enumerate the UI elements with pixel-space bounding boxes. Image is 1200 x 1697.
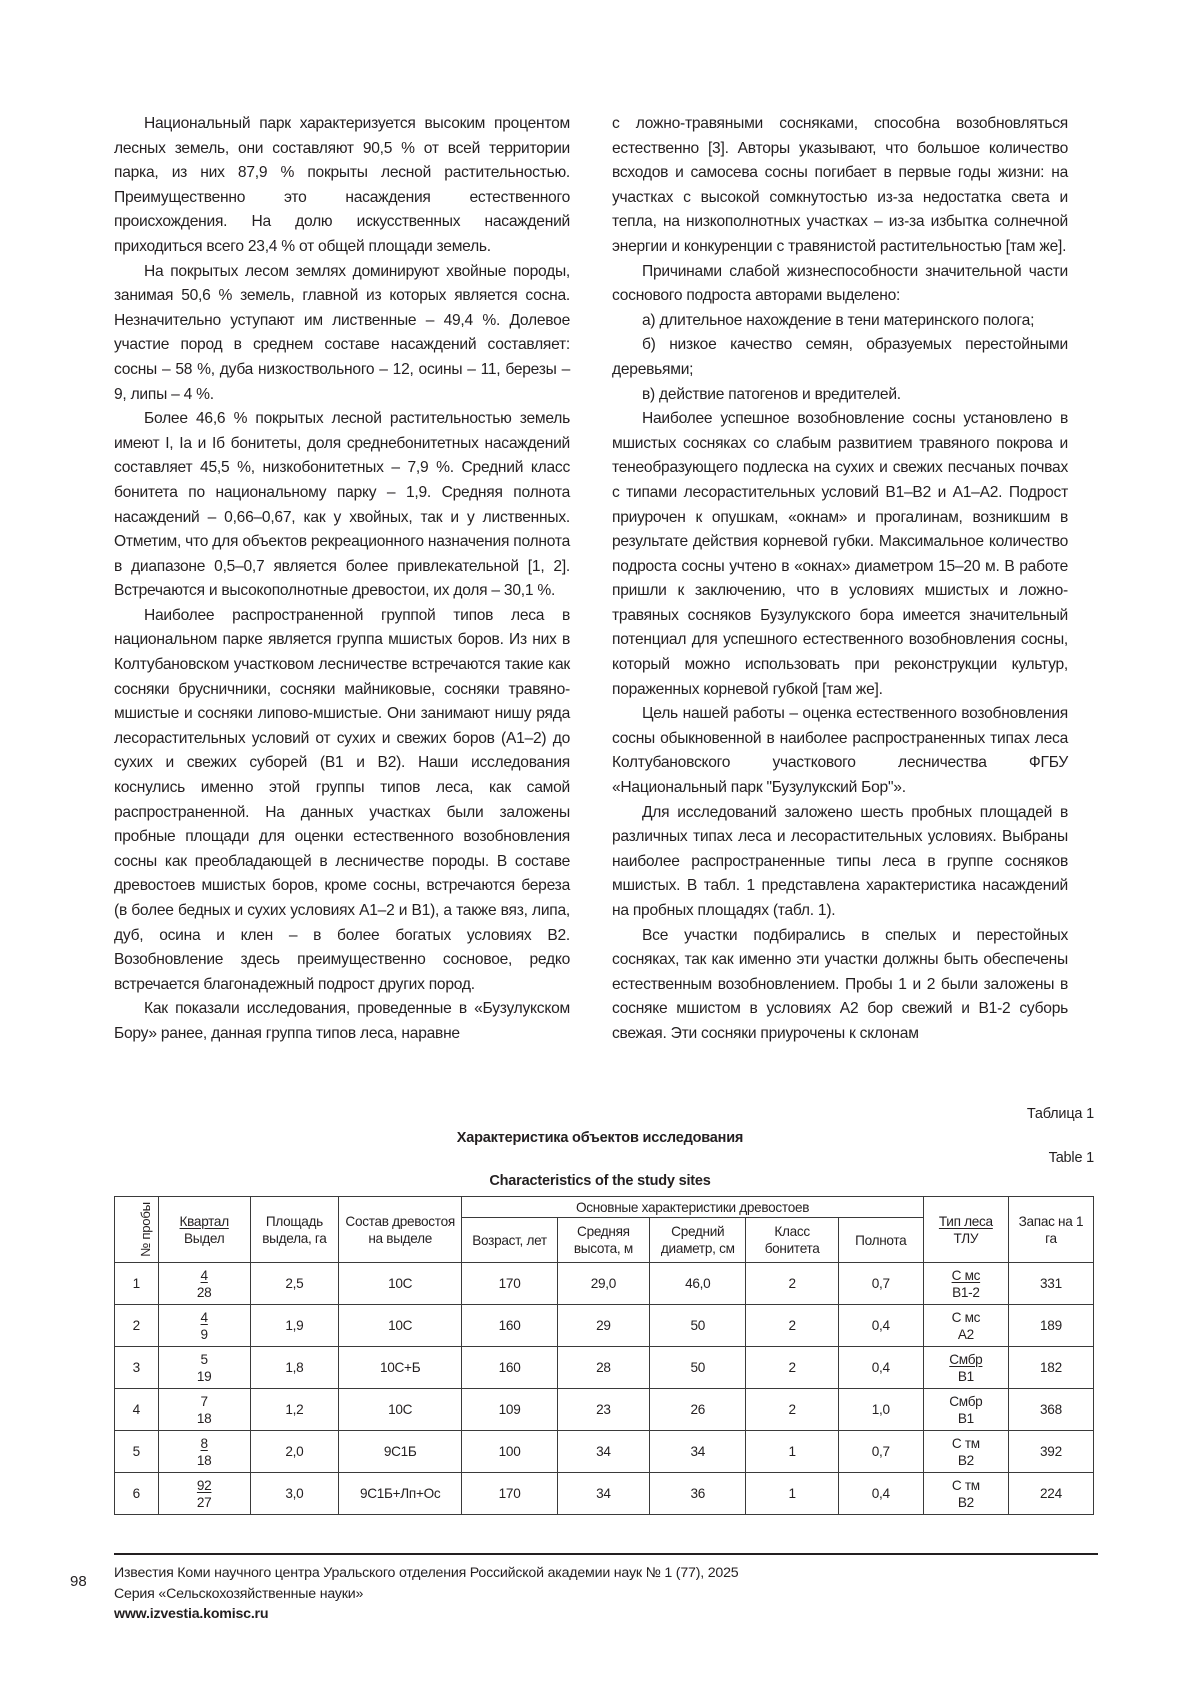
cell-density: 0,4 <box>838 1347 923 1389</box>
cell-composition: 9С1Б+Лп+Ос <box>338 1473 461 1515</box>
cell-stock: 331 <box>1008 1263 1093 1305</box>
table-label-ru: Таблица 1 <box>1026 1106 1094 1122</box>
cell-bonitet: 2 <box>746 1347 838 1389</box>
cell-probe-no: 1 <box>115 1263 159 1305</box>
header-probe-no <box>115 1197 159 1263</box>
cell-area: 1,8 <box>250 1347 338 1389</box>
paragraph: Цель нашей работы – оценка естественного возобновления сосны обыкновенной в наиболее распространенных типах леса Колтубановского участкового лесничества ФГБУ «Национальный парк "Бузулукский Бор"». <box>612 705 1068 797</box>
journal-series: Серия «Сельскохозяйственные науки» <box>114 1585 364 1602</box>
cell-height: 34 <box>557 1431 649 1473</box>
paragraph: с ложно-травяными сосняками, способна возобновляться естественно [3]. Авторы указывают, что большое количество всходов и самосева сосны погибает в первые годы жизни: на участках с высокой сомкнутостью из-за недостатка света и тепла, на низкополнотных участках – из-за избытка солнечной энергии и конкуренции с травянистой растительностью [там же]. <box>612 115 1068 255</box>
cell-tlu: В2 <box>957 1452 974 1468</box>
header-bonitet: Класс бонитета <box>746 1218 838 1263</box>
cell-diameter: 50 <box>650 1305 746 1347</box>
header-tlu: ТЛУ <box>953 1230 979 1246</box>
cell-kvartal-vydel <box>158 1305 250 1347</box>
cell-composition: 9С1Б <box>338 1431 461 1473</box>
cell-diameter: 46,0 <box>650 1263 746 1305</box>
list-item: б) низкое качество семян, образуемых перестойными деревьями; <box>612 336 1068 378</box>
table-body <box>115 1263 1094 1515</box>
cell-vydel: 19 <box>196 1368 212 1384</box>
cell-kvartal: 92 <box>196 1477 212 1493</box>
header-area: Площадь выдела, га <box>250 1197 338 1263</box>
cell-kvartal-vydel <box>158 1347 250 1389</box>
paragraph: Все участки подбирались в спелых и перестойных сосняках, так как именно эти участки должны быть обеспечены естественным возобновлением. Пробы 1 и 2 были заложены в сосняке мшистом в условиях А2 бор свежий и В1-2 суборь свежая. Эти сосняки приурочены к склонам <box>612 926 1068 1042</box>
cell-bonitet: 2 <box>746 1263 838 1305</box>
table-row <box>115 1305 1094 1347</box>
table-label-en: Table 1 <box>1048 1150 1094 1166</box>
cell-forest-type-tlu <box>923 1389 1008 1431</box>
cell-diameter: 50 <box>650 1347 746 1389</box>
table-row <box>115 1431 1094 1473</box>
cell-diameter: 26 <box>650 1389 746 1431</box>
cell-height: 28 <box>557 1347 649 1389</box>
cell-forest-type: Смбр <box>949 1351 983 1367</box>
page-number: 98 <box>70 1573 87 1590</box>
table-title-ru: Характеристика объектов исследования <box>456 1130 744 1146</box>
cell-diameter: 34 <box>650 1431 746 1473</box>
cell-density: 0,7 <box>838 1431 923 1473</box>
paragraph: Более 46,6 % покрытых лесной растительностью земель имеют I, Iа и Iб бонитеты, доля среднебонитетных насаждений составляет 45,5 %, низкобонитетных – 7,9 %. Средний класс бонитета по национальному парку – 1,9. Средняя полнота насаждений – 0,66–0,67, как у хвойных, так и у лиственных. Отметим, что для объектов рекреационного назначения полнота в диапазоне 0,5–0,7 является более привлекательной [1, 2]. Встречаются и высокополнотные древостои, их доля – 30,1 %. <box>114 410 570 600</box>
cell-stock: 182 <box>1008 1347 1093 1389</box>
study-sites-table <box>114 1196 1094 1515</box>
cell-tlu: В1-2 <box>952 1284 980 1300</box>
cell-probe-no: 4 <box>115 1389 159 1431</box>
list-item: а) длительное нахождение в тени материнского полога; <box>642 311 1035 329</box>
cell-diameter: 36 <box>650 1473 746 1515</box>
cell-forest-type: С мс <box>951 1309 981 1325</box>
cell-area: 3,0 <box>250 1473 338 1515</box>
cell-composition: 10С <box>338 1389 461 1431</box>
cell-kvartal: 8 <box>200 1435 208 1451</box>
header-kvartal-vydel <box>158 1197 250 1263</box>
header-stock: Запас на 1 га <box>1008 1197 1093 1263</box>
cell-tlu: В1 <box>957 1368 974 1384</box>
cell-kvartal: 4 <box>200 1267 208 1283</box>
cell-height: 29 <box>557 1305 649 1347</box>
cell-age: 160 <box>462 1347 557 1389</box>
cell-age: 170 <box>462 1263 557 1305</box>
cell-forest-type-tlu <box>923 1263 1008 1305</box>
header-group-characteristics: Основные характеристики древостоев <box>462 1197 923 1218</box>
cell-forest-type-tlu <box>923 1473 1008 1515</box>
cell-forest-type: С тм <box>951 1477 980 1493</box>
cell-kvartal: 4 <box>200 1309 208 1325</box>
cell-forest-type-tlu <box>923 1305 1008 1347</box>
journal-title: Известия Коми научного центра Уральского отделения Российской академии наук № 1 (77), 2025 <box>114 1565 739 1581</box>
right-text-column <box>612 112 1068 1047</box>
cell-vydel: 18 <box>196 1410 212 1426</box>
cell-kvartal-vydel <box>158 1431 250 1473</box>
cell-area: 1,2 <box>250 1389 338 1431</box>
cell-stock: 224 <box>1008 1473 1093 1515</box>
list-item: в) действие патогенов и вредителей. <box>642 385 901 403</box>
paragraph: Наиболее успешное возобновление сосны установлено в мшистых сосняках со слабым развитием травяного покрова и тенеобразующего подлеска на сухих и свежих песчаных почвах с типами лесорастительных условий В1–В2 и А1–А2. Подрост приурочен к опушкам, «окнам» и прогалинам, возникшим в результате действия корневой губки. Максимальное количество подроста сосны учтено в «окнах» диаметром 15–20 м. В работе пришли к заключению, что в условиях мшистых и ложно-травяных сосняков Бузулукского бора имеется значительный потенциал для успешного естественного возобновления сосны, который можно использовать при реконструкции культур, пораженных корневой губкой [там же]. <box>612 410 1068 698</box>
paragraph: Наиболее распространенной группой типов леса в национальном парке является группа мшистых боров. Из них в Колтубановском участковом лесничестве встречаются такие как сосняки брусничники, сосняки майниковые, сосняки травяно-мшистые и сосняки липово-мшистые. Они занимают нишу ряда лесорастительных условий от сухих и свежих боров (А1–2) до сухих и свежих суборей (В1 и В2). Наши исследования коснулись именно этой группы типов леса, как самой распространенной. На данных участках были заложены пробные площади для оценки естественного возобновления сосны как преобладающей в лесничестве породы. В составе древостоев мшистых боров, кроме сосны, встречаются береза (в более бедных и сухих условиях А1–2 и В1), а также вяз, липа, дуб, осина и клен – в более богатых условиях В2. Возобновление здесь преимущественно сосновое, редко встречается благонадежный подрост других пород. <box>114 606 570 993</box>
cell-vydel: 28 <box>196 1284 212 1300</box>
cell-stock: 189 <box>1008 1305 1093 1347</box>
paragraph: Причинами слабой жизнеспособности значительной части соснового подроста авторами выделено: <box>612 262 1068 305</box>
cell-bonitet: 2 <box>746 1389 838 1431</box>
paragraph: Как показали исследования, проведенные в «Бузулукском Бору» ранее, данная группа типов леса, наравне <box>114 1000 570 1042</box>
table-row <box>115 1389 1094 1431</box>
cell-height: 29,0 <box>557 1263 649 1305</box>
paragraph: Для исследований заложено шесть пробных площадей в различных типах леса и лесорастительных условиях. Выбраны наиболее распространенные типы леса в группе сосняков мшистых. В табл. 1 представлена характеристика насаждений на пробных площадях (табл. 1). <box>612 803 1068 919</box>
cell-area: 1,9 <box>250 1305 338 1347</box>
cell-density: 0,7 <box>838 1263 923 1305</box>
cell-forest-type: Смбр <box>949 1393 983 1409</box>
cell-tlu: В1 <box>957 1410 974 1426</box>
paragraph: На покрытых лесом землях доминируют хвойные породы, занимая 50,6 % земель, главной из которых является сосна. Незначительно уступают им лиственные – 49,4 %. Долевое участие пород в среднем составе насаждений составляет: сосны – 58 %, дуба низкоствольного – 12, осины – 11, березы – 9, липы – 4 %. <box>114 262 570 403</box>
header-forest-type-tlu <box>923 1197 1008 1263</box>
cell-forest-type-tlu <box>923 1431 1008 1473</box>
cell-kvartal-vydel <box>158 1473 250 1515</box>
cell-stock: 368 <box>1008 1389 1093 1431</box>
table-row <box>115 1347 1094 1389</box>
cell-age: 160 <box>462 1305 557 1347</box>
cell-bonitet: 1 <box>746 1473 838 1515</box>
cell-probe-no: 2 <box>115 1305 159 1347</box>
cell-tlu: А2 <box>957 1326 974 1342</box>
cell-bonitet: 1 <box>746 1431 838 1473</box>
header-vydel: Выдел <box>184 1230 225 1246</box>
cell-kvartal-vydel <box>158 1389 250 1431</box>
table-row <box>115 1473 1094 1515</box>
cell-forest-type: С тм <box>951 1435 980 1451</box>
footer-divider <box>114 1553 1098 1555</box>
cell-forest-type-tlu <box>923 1347 1008 1389</box>
cell-probe-no: 3 <box>115 1347 159 1389</box>
table-row <box>115 1263 1094 1305</box>
cell-composition: 10С+Б <box>338 1347 461 1389</box>
header-density: Полнота <box>838 1218 923 1263</box>
table-title-en: Characteristics of the study sites <box>489 1173 711 1189</box>
cell-composition: 10С <box>338 1305 461 1347</box>
cell-probe-no: 5 <box>115 1431 159 1473</box>
cell-kvartal: 7 <box>200 1393 208 1409</box>
cell-density: 0,4 <box>838 1473 923 1515</box>
cell-kvartal: 5 <box>200 1351 208 1367</box>
cell-area: 2,0 <box>250 1431 338 1473</box>
footer <box>114 1563 738 1625</box>
cell-age: 100 <box>462 1431 557 1473</box>
header-kvartal: Квартал <box>179 1213 229 1229</box>
cell-height: 34 <box>557 1473 649 1515</box>
cell-density: 1,0 <box>838 1389 923 1431</box>
cell-vydel: 18 <box>196 1452 212 1468</box>
cell-height: 23 <box>557 1389 649 1431</box>
header-probe-no-label: № пробы <box>137 1202 153 1257</box>
left-text-column <box>114 112 570 1047</box>
cell-vydel: 9 <box>200 1326 208 1342</box>
cell-area: 2,5 <box>250 1263 338 1305</box>
cell-vydel: 27 <box>196 1494 212 1510</box>
cell-forest-type: С мс <box>951 1267 981 1283</box>
header-diameter: Средний диаметр, см <box>650 1218 746 1263</box>
paragraph: Национальный парк характеризуется высоким процентом лесных земель, они составляют 90,5 % от всей территории парка, из них 87,9 % покрыты лесной растительностью. Преимущественно это насаждения естественного происхождения. На долю искусственных насаждений приходиться всего 23,4 % от общей площади земель. <box>114 115 570 255</box>
journal-website-link[interactable]: www.izvestia.komisc.ru <box>114 1606 269 1622</box>
header-composition: Состав древостоя на выделе <box>338 1197 461 1263</box>
cell-composition: 10С <box>338 1263 461 1305</box>
header-height: Средняя высота, м <box>557 1218 649 1263</box>
cell-density: 0,4 <box>838 1305 923 1347</box>
cell-tlu: В2 <box>957 1494 974 1510</box>
cell-bonitet: 2 <box>746 1305 838 1347</box>
cell-age: 109 <box>462 1389 557 1431</box>
header-age: Возраст, лет <box>462 1218 557 1263</box>
cell-kvartal-vydel <box>158 1263 250 1305</box>
cell-stock: 392 <box>1008 1431 1093 1473</box>
cell-probe-no: 6 <box>115 1473 159 1515</box>
cell-age: 170 <box>462 1473 557 1515</box>
header-forest-type: Тип леса <box>938 1213 993 1229</box>
